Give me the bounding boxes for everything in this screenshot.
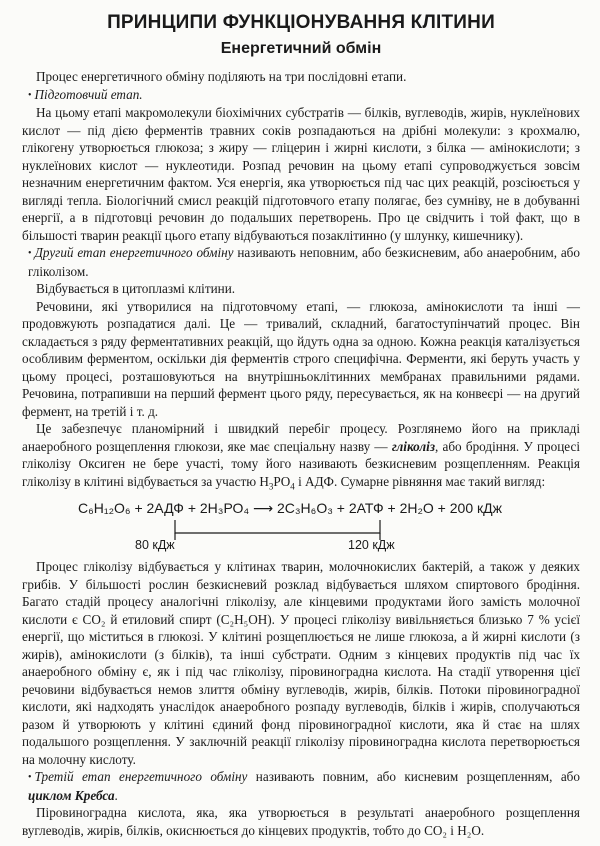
intro-paragraph: Процес енергетичного обміну поділяють на три послідовні етапи. (36, 69, 407, 84)
p2-sub-2: 4 (290, 481, 295, 492)
stage1-heading (22, 86, 580, 105)
stage1-label: Підготовчий етап. (34, 86, 143, 102)
section-title: Енергетичний обмін (220, 40, 382, 57)
stage2-paragraph-2 (22, 420, 580, 490)
bullet-icon: • (28, 772, 32, 783)
glycolysis-term: гліколіз (391, 438, 435, 454)
p2-text-d: і АДФ. Сумарне рівняння має такий вигляд: (294, 473, 546, 489)
after-equation-paragraph: Процес гліколізу відбувається у клітинах тварин, молочнокислих бактерій, а також у деяких грибів. У більшості рослин безкисневий розклад відбувається шляхом спиртового бродіння. Багато стадій процесу аналогічні гліколізу, але кінцевими продуктами його замість молочної кислоти є CO₂ й етиловий спирт (C₂H₅OH). У процесі гліколізу вивільняється близько 7 % усієї енергії, що міститься в глюкозі. У клітині розщеплюється не лише глюкоза, а й жирні кислоти (з жирів), амінокислоти (з білків), та інші субстрати. Одним з кінцевих продуктів під час їх анаеробного обміну є, як і під час гліколізу, піровиноградна кислота. На стадії утворення цієї речовини відбувається немов злиття обміну вуглеводів, жирів, білків. Потоки піровиноградної кислоти, які надходять унаслідок анаеробного розпаду вуглеводів, білків і жирів, сполучаються разом й утворюють у клітині єдиний фонд піровиноградної кислоти, яка й стає на шлях подальшого розщеплення. У заключній реакції гліколізу піровиноградна кислота перетворюється на молочну кислоту. (22, 559, 580, 767)
stage1-paragraph: На цьому етапі макромолекули біохімічних субстратів — білків, вуглеводів, жирів, нуклеїнових кислот — під дією ферментів травних соків розпадаються на дрібні молекули: з крохмалю, глікогену утворюється глюкоза; з жиру — гліцерин і жирні кислоти, з білка — амінокислоти; з нуклеїнових кислот — нуклеотиди. Розпад речовин на цьому етапі супроводжується зовсім незначним енергетичним фактом. Уся енергія, яка утворюється під час цих реакцій, розсіюється у вигляді тепла. Біологічний смисл реакцій підготовчого етапу полягає, без сумніву, не в добуванні енергії, а в підготовці речовин до подальших перетворень. Про це свідчить і той факт, що в більшості тварин реакції цього етапу відбуваються позаклітинно (у шлунку, кишечнику). (22, 105, 580, 243)
stage2-label: Другий етап енергетичного обміну (34, 245, 234, 260)
krebs-cycle-term: циклом Кребса (28, 787, 115, 803)
p2-text-a: Це забезпечує планомірний і швидкий перебіг процесу. Розглянемо його на прикладі анаеробного розщеплення глюкози, яке має спеціальну назву — (22, 421, 580, 454)
stage3-paragraph: Піровиноградна кислота, яка, яка утворюється в результаті анаеробного розщеплення вуглеводів, жирів, білків, окиснюється до кінцевих продуктів, тобто до CO₂ і H₂O. (22, 805, 580, 838)
stage2-heading (22, 244, 580, 280)
p2-text-c: PO (273, 473, 291, 489)
stage2-location: Відбувається в цитоплазмі клітини. (36, 281, 236, 296)
stage2-label-tail: називають неповним, або безкисневим, або анаеробним, або гліколізом. (28, 245, 580, 279)
stage2-paragraph-1: Речовини, які утворилися на підготовчому етапі, — глюкоза, амінокислоти та інші — продовжують розпадатися далі. Це — тривалий, складний, багатоступінчатий процес. Він складається з ряду ферментативних реакцій, що йдуть одна за одною. Кожна реакція каталізується особливим ферментом, оскільки дія ферментів строго специфічна. Ферменти, які беруть участь у цьому процесі, розташовуються на внутрішньоклітинних мембранах правильними рядами. Речовина, потрапивши на перший фермент цього ряду, пересувається, як на конвеєрі — на другий фермент, на третій і т. д. (22, 298, 580, 419)
stage3-end: . (114, 787, 118, 803)
stage3-label: Третій етап енергетичного обміну (34, 769, 248, 784)
stage3-heading (22, 768, 580, 804)
bullet-icon: • (28, 89, 32, 101)
p2-text-b: , або бродіння. У процесі гліколізу Оксиген не бере участі, тому його називають безкисневим розщепленням. Реакція гліколізу в клітині відбувається за участю H (22, 438, 580, 489)
equation-text: C₆H₁₂O₆ + 2АДФ + 2Н₃РО₄ ⟶ 2С₃Н₆О₃ + 2АТФ + 2Н₂О + 200 кДж (78, 500, 502, 516)
glycolysis-equation (0, 496, 600, 554)
equation-right-label: 120 кДж (348, 538, 395, 552)
equation-left-label: 80 кДж (135, 538, 175, 552)
bullet-icon: • (28, 248, 32, 259)
page-title: ПРИНЦИПИ ФУНКЦІОНУВАННЯ КЛІТИНИ (107, 12, 495, 33)
stage3-label-tail: називають повним, або кисневим розщепленням, або (247, 769, 580, 784)
p2-sub-1: 3 (268, 481, 274, 492)
